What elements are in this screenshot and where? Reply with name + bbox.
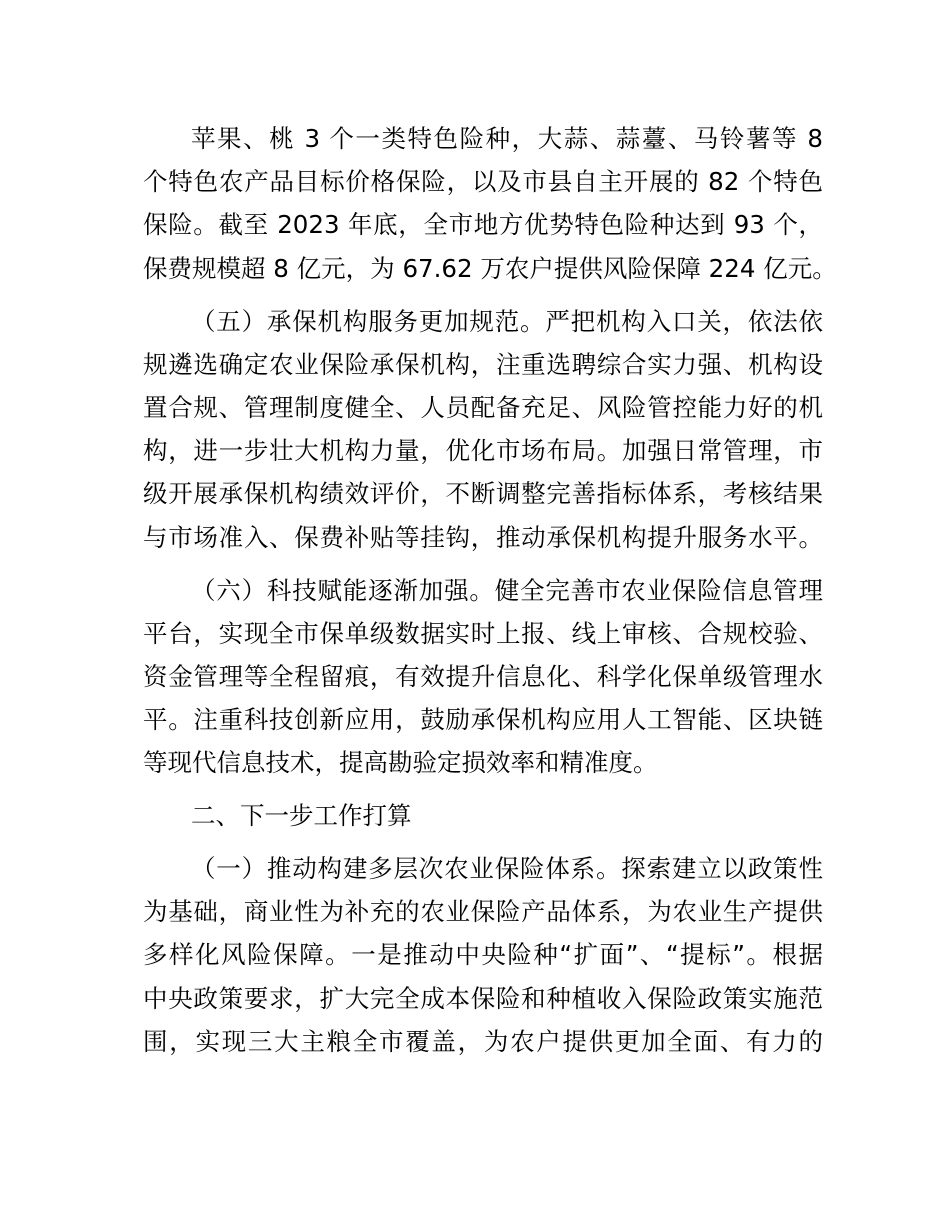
text-line: 等现代信息技术，提高勘验定损效率和精准度。	[143, 748, 658, 777]
text-line: 平台，实现全市保单级数据实时上报、线上审核、合规校验、	[143, 619, 823, 648]
text-line: 级开展承保机构绩效评价，不断调整完善指标体系，考核结果	[143, 479, 823, 508]
text-line: 置合规、管理制度健全、人员配备充足、风险管控能力好的机	[143, 393, 823, 422]
text-line: 构，进一步壮大机构力量，优化市场布局。加强日常管理，市	[143, 436, 823, 465]
text-line: 个特色农产品目标价格保险，以及市县自主开展的 82 个特色	[143, 167, 823, 196]
text-line: 为基础，商业性为补充的农业保险产品体系，为农业生产提供	[143, 897, 823, 926]
text-line: 资金管理等全程留痕，有效提升信息化、科学化保单级管理水	[143, 662, 823, 691]
paragraph-heading-line: （一）推动构建多层次农业保险体系。探索建立以政策性	[191, 854, 823, 883]
paragraph-heading-line: （六）科技赋能逐渐加强。健全完善市农业保险信息管理	[191, 576, 823, 605]
text-line: 与市场准入、保费补贴等挂钩，推动承保机构提升服务水平。	[143, 523, 823, 552]
text-line: 规遴选确定农业保险承保机构，注重选聘综合实力强、机构设	[143, 350, 823, 379]
text-line: 保险。截至 2023 年底，全市地方优势特色险种达到 93 个，	[143, 210, 823, 239]
paragraph-heading-line: （五）承保机构服务更加规范。严把机构入口关，依法依	[191, 307, 823, 336]
text-line: 苹果、桃 3 个一类特色险种，大蒜、蒜薹、马铃薯等 8	[191, 124, 823, 153]
text-line: 中央政策要求，扩大完全成本保险和种植收入保险政策实施范	[143, 984, 823, 1013]
text-line: 围，实现三大主粮全市覆盖，为农户提供更加全面、有力的	[143, 1027, 823, 1056]
section-heading: 二、下一步工作打算	[191, 801, 412, 830]
text-line: 多样化风险保障。一是推动中央险种“扩面”、“提标”。根据	[143, 940, 823, 969]
text-line: 保费规模超 8 亿元，为 67.62 万农户提供风险保障 224 亿元。	[143, 254, 837, 283]
text-line: 平。注重科技创新应用，鼓励承保机构应用人工智能、区块链	[143, 705, 823, 734]
